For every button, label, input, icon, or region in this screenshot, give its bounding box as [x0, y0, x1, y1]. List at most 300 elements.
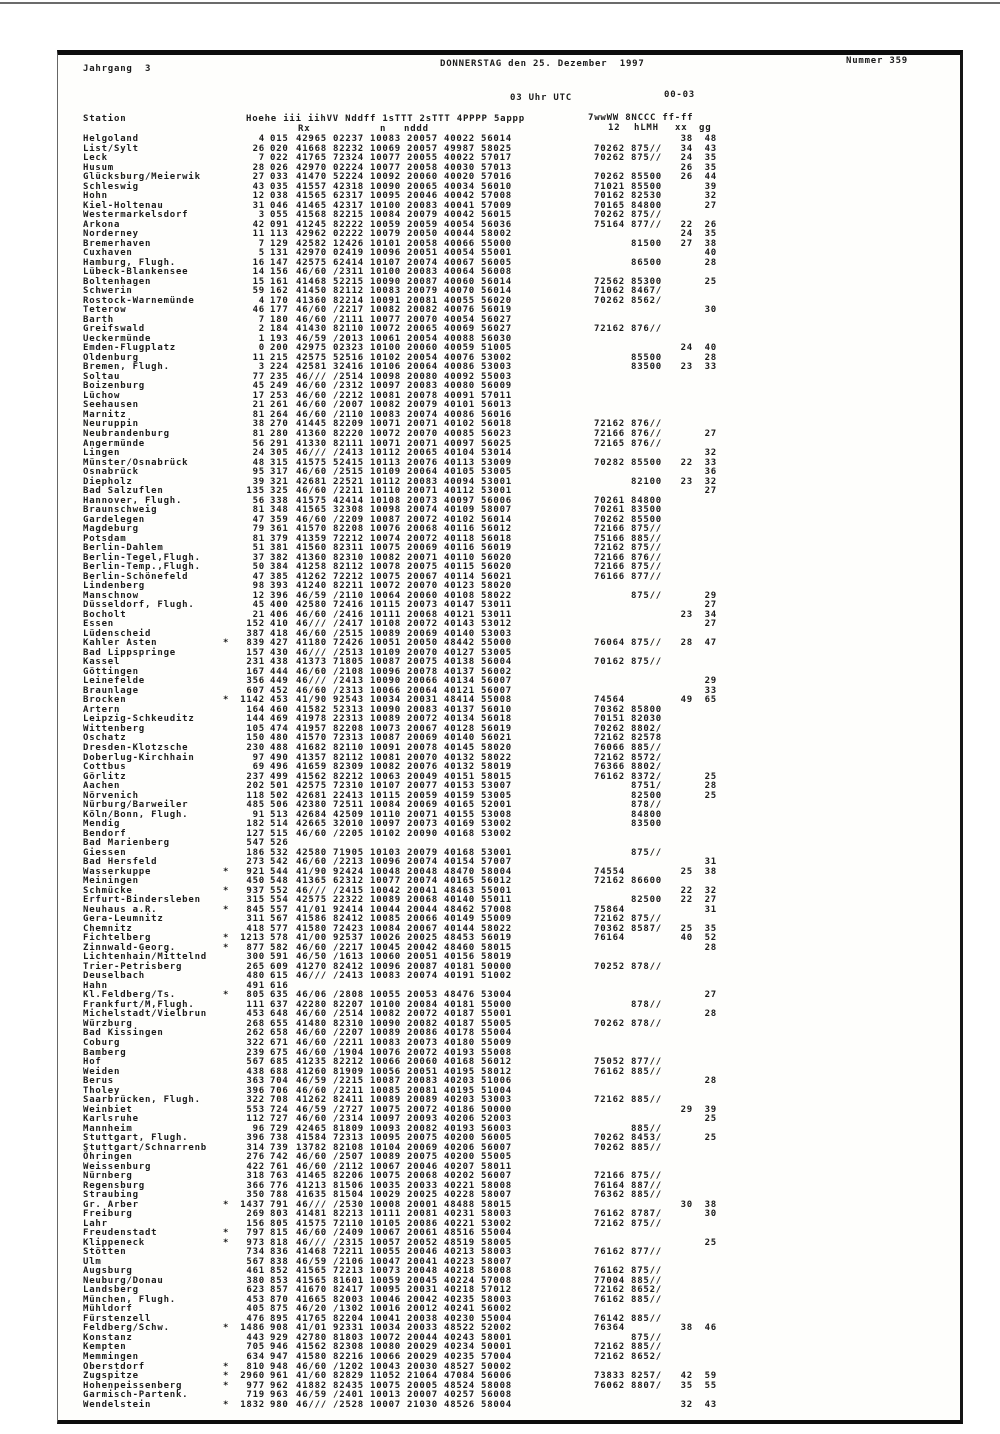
col-4pppp: 40116 — [444, 524, 475, 535]
col-ff-2: 35 — [704, 923, 717, 934]
col-7wwww: 72162 — [594, 543, 625, 554]
col-iihvv: 41/90 — [296, 695, 327, 706]
col-nddff: 62317 — [333, 191, 364, 202]
station-name: Neuburg/Donau — [83, 1275, 164, 1286]
col-iihvv: 41957 — [296, 723, 327, 734]
col-2sttt: 20080 — [407, 371, 438, 382]
col-iihvv: 41978 — [296, 714, 327, 725]
col-hoehe: 269 — [246, 1209, 265, 1220]
col-hoehe: 396 — [246, 1133, 265, 1144]
col-4pppp: 40123 — [444, 581, 475, 592]
col-5appp: 56008 — [481, 267, 512, 278]
col-nddff: 72310 — [333, 781, 364, 792]
col-nddff: /2111 — [333, 314, 364, 325]
scan-edge-line — [0, 2, 1000, 4]
col-nddff: 52224 — [333, 172, 364, 183]
col-ff-1: 38 — [680, 134, 693, 144]
col-5appp: 51005 — [481, 343, 512, 354]
col-1sttt: 10075 — [370, 543, 401, 554]
col-iihvv: 41570 — [296, 524, 327, 535]
col-hoehe: 47 — [252, 571, 265, 582]
station-name: Braunlage — [83, 685, 139, 696]
date-title: DONNERSTAG den 25. Dezember 1997 — [440, 59, 645, 69]
col-iii: 348 — [270, 505, 289, 516]
col-1sttt: 10077 — [370, 162, 401, 173]
col-8nccc: 885// — [631, 743, 662, 753]
station-name: Westermarkelsdorf — [83, 210, 189, 221]
col-5appp: 53003 — [481, 1095, 512, 1106]
col-4pppp: 40086 — [444, 362, 475, 373]
col-5appp: 56020 — [481, 295, 512, 306]
col-nddff: /2209 — [333, 514, 364, 525]
col-1sttt: 10096 — [370, 961, 401, 972]
col-1sttt: 10042 — [370, 885, 401, 896]
col-iii: 249 — [270, 381, 289, 392]
col-5appp: 57007 — [481, 857, 512, 868]
col-2sttt: 20081 — [407, 1085, 438, 1096]
col-iihvv: 42780 — [296, 1332, 327, 1343]
col-iii: 870 — [270, 1294, 289, 1305]
col-7wwww: 70261 — [594, 495, 625, 506]
col-8nccc: 885// — [631, 1342, 662, 1353]
station-name: Neuruppin — [83, 419, 139, 430]
col-2sttt: 20030 — [407, 1361, 438, 1372]
col-nddff: /2212 — [333, 390, 364, 401]
col-2sttt: 20057 — [407, 134, 438, 144]
col-iihvv: 41468 — [296, 276, 327, 287]
col-8nccc: 875// — [631, 1171, 662, 1182]
col-nddff: /2515 — [333, 628, 364, 639]
col-iii: 490 — [270, 752, 289, 763]
station-name: Seehausen — [83, 400, 139, 411]
col-5appp: 55008 — [481, 1047, 512, 1058]
col-hoehe: 356 — [246, 676, 265, 687]
station-name: Berus — [83, 1076, 114, 1087]
col-7wwww: 70262 — [594, 143, 625, 154]
col-hoehe: 45 — [252, 381, 265, 392]
col-5appp: 58012 — [481, 1066, 512, 1077]
col-nddff: 82206 — [333, 1171, 364, 1182]
col-1sttt: 10087 — [370, 514, 401, 525]
col-2sttt: 20072 — [407, 1009, 438, 1020]
col-2sttt: 20031 — [407, 695, 438, 706]
col-iihvv: 42965 — [296, 134, 327, 144]
col-4pppp: 48463 — [444, 885, 475, 896]
col-2sttt: 20055 — [407, 153, 438, 164]
col-7wwww: 70262 — [594, 295, 625, 306]
col-iihvv: 42684 — [296, 809, 327, 820]
col-iii: 548 — [270, 876, 289, 887]
col-hoehe: 11 — [252, 352, 265, 363]
col-7wwww: 71062 — [594, 286, 625, 297]
col-8nccc: 875// — [631, 657, 662, 668]
col-8nccc: 83500 — [631, 819, 662, 830]
col-iii: 317 — [270, 467, 289, 478]
col-hoehe: 157 — [246, 647, 265, 658]
col-iii: 791 — [270, 1199, 289, 1210]
col-2sttt: 20076 — [407, 762, 438, 773]
col-iii: 501 — [270, 781, 289, 792]
col-1sttt: 10089 — [370, 1152, 401, 1163]
col-hoehe: 27 — [252, 172, 265, 183]
col-nddff: /2217 — [333, 305, 364, 316]
col-5appp: 56018 — [481, 714, 512, 725]
col-4pppp: 40042 — [444, 210, 475, 221]
col-iihvv: 46/59 — [296, 1256, 327, 1267]
col-5appp: 58008 — [481, 1266, 512, 1277]
col-iii: 818 — [270, 1237, 289, 1248]
col-4pppp: 40155 — [444, 809, 475, 820]
col-hoehe: 95 — [252, 467, 265, 478]
col-1sttt: 10093 — [370, 1123, 401, 1134]
col-nddff: 82308 — [333, 1342, 364, 1353]
col-nddff: /2106 — [333, 1256, 364, 1267]
col-2sttt: 20060 — [407, 172, 438, 183]
col-iii: 026 — [270, 162, 289, 173]
star-marker: * — [223, 942, 230, 953]
col-iihvv: 41357 — [296, 752, 327, 763]
col-4pppp: 40159 — [444, 790, 475, 801]
col-hoehe: 491 — [246, 980, 265, 991]
col-7wwww: 72162 — [594, 1285, 625, 1296]
col-7wwww: 72162 — [594, 1342, 625, 1353]
col-iii: 499 — [270, 771, 289, 782]
station-name: Cottbus — [83, 762, 127, 773]
col-nddff: 81506 — [333, 1180, 364, 1191]
col-ff-1: 49 — [680, 695, 693, 706]
col-1sttt: 10029 — [370, 1190, 401, 1201]
col-iii: 291 — [270, 438, 289, 449]
col-7wwww: 72166 — [594, 524, 625, 535]
col-hoehe: 15 — [252, 276, 265, 287]
station-name: Hahn — [83, 980, 108, 991]
col-1sttt: 10087 — [370, 1076, 401, 1087]
col-hoehe: 973 — [246, 1237, 265, 1248]
col-5appp: 53002 — [481, 1218, 512, 1229]
col-5appp: 58001 — [481, 1332, 512, 1343]
col-8nccc: 875// — [631, 524, 662, 535]
col-ff-1: 22 — [680, 457, 693, 468]
col-hoehe: 567 — [246, 1256, 265, 1267]
col-iihvv: 42970 — [296, 248, 327, 259]
col-iii: 385 — [270, 571, 289, 582]
col-iii: 514 — [270, 819, 289, 830]
col-1sttt: 10066 — [370, 1352, 401, 1362]
col-iihvv: 46/60 — [296, 1047, 327, 1058]
col-2sttt: 20072 — [407, 514, 438, 525]
col-2sttt: 20090 — [407, 828, 438, 839]
col-4pppp: 48462 — [444, 904, 475, 915]
col-ff-2: 32 — [704, 476, 717, 487]
col-5appp: 58022 — [481, 590, 512, 601]
col-iii: 578 — [270, 933, 289, 944]
col-iihvv: 46/// — [296, 619, 327, 630]
col-hoehe: 607 — [246, 685, 265, 696]
col-ff-1: 24 — [680, 153, 693, 164]
station-name: Nörvenich — [83, 790, 139, 801]
col-iii: 393 — [270, 581, 289, 592]
col-iihvv: 46/// — [296, 1199, 327, 1210]
col-iii: 761 — [270, 1161, 289, 1172]
col-nddff: /2416 — [333, 609, 364, 620]
col-8nccc: 82530 — [631, 191, 662, 202]
col-hoehe: 135 — [246, 486, 265, 497]
col-ff-2: 38 — [704, 238, 717, 249]
col-iii: 359 — [270, 514, 289, 525]
col-7wwww: 70165 — [594, 200, 625, 211]
station-name: Trier-Petrisberg — [83, 961, 183, 972]
col-1sttt: 10089 — [370, 1095, 401, 1106]
col-8nccc: 878// — [631, 800, 662, 811]
col-2sttt: 20074 — [407, 876, 438, 887]
col-1sttt: 10043 — [370, 1361, 401, 1372]
col-iii: 961 — [270, 1371, 289, 1382]
col-hoehe: 31 — [252, 200, 265, 211]
col-5appp: 57009 — [481, 200, 512, 211]
col-nddff: /2513 — [333, 647, 364, 658]
col-1sttt: 10112 — [370, 448, 401, 459]
col-nddff: 82112 — [333, 286, 364, 297]
col-nddff: 72426 — [333, 638, 364, 649]
col-4pppp: 40055 — [444, 295, 475, 306]
col-5appp: 57013 — [481, 162, 512, 173]
col-2sttt: 20041 — [407, 1256, 438, 1267]
col-4pppp: 40230 — [444, 1313, 475, 1324]
col-iii: 180 — [270, 314, 289, 325]
col-iihvv: 41/01 — [296, 904, 327, 915]
col-nddff: 52516 — [333, 352, 364, 363]
col-hoehe: 98 — [252, 581, 265, 592]
col-4pppp: 40234 — [444, 1342, 475, 1353]
col-8nccc: 82500 — [631, 790, 662, 801]
col-nddff: /2727 — [333, 1104, 364, 1115]
col-iii: 875 — [270, 1304, 289, 1315]
col-nddff: 82110 — [333, 743, 364, 753]
station-name: Husum — [83, 162, 114, 173]
col-1sttt: 10067 — [370, 1161, 401, 1172]
col-iii: 963 — [270, 1390, 289, 1401]
col-hoehe: 300 — [246, 952, 265, 963]
station-name: Stuttgart/Schnarrenb — [83, 1142, 207, 1153]
col-iii: 022 — [270, 153, 289, 164]
col-nddff: 82108 — [333, 1142, 364, 1153]
col-iii: 616 — [270, 980, 289, 991]
station-name: Helgoland — [83, 134, 139, 144]
col-1sttt: 10082 — [370, 762, 401, 773]
col-4pppp: 40132 — [444, 762, 475, 773]
col-1sttt: 10090 — [370, 276, 401, 287]
col-4pppp: 40022 — [444, 153, 475, 164]
col-nddff: /1613 — [333, 952, 364, 963]
col-8nccc: 82100 — [631, 476, 662, 487]
col-nddff: 72324 — [333, 153, 364, 164]
col-iii: 557 — [270, 904, 289, 915]
col-1sttt: 10115 — [370, 790, 401, 801]
col-iihvv: 41330 — [296, 438, 327, 449]
col-nddff: /2110 — [333, 590, 364, 601]
col-nddff: /2112 — [333, 1161, 364, 1172]
col-2sttt: 20082 — [407, 305, 438, 316]
station-name: Boizenburg — [83, 381, 145, 392]
star-marker: * — [223, 638, 230, 649]
col-7wwww: 76162 — [594, 771, 625, 782]
col-5appp: 56007 — [481, 676, 512, 687]
col-hoehe: 97 — [252, 752, 265, 763]
col-4pppp: 40221 — [444, 1180, 475, 1191]
col-1sttt: 10080 — [370, 1342, 401, 1353]
col-4pppp: 40181 — [444, 999, 475, 1010]
col-1sttt: 10100 — [370, 343, 401, 354]
col-1sttt: 10034 — [370, 1323, 401, 1334]
col-iihvv: 46/59 — [296, 1390, 327, 1401]
col-ff-1: 32 — [680, 1399, 693, 1410]
col-hoehe: 322 — [246, 1095, 265, 1106]
col-4pppp: 40076 — [444, 352, 475, 363]
col-7wwww: 71021 — [594, 181, 625, 192]
col-hoehe: 567 — [246, 1057, 265, 1068]
header-hlmh: hLMH — [634, 123, 659, 133]
col-2sttt: 20071 — [407, 438, 438, 449]
col-ff-2: 35 — [704, 153, 717, 164]
col-nddff: 72211 — [333, 1247, 364, 1258]
col-8nccc: 85800 — [631, 704, 662, 715]
station-name: Deuselbach — [83, 971, 145, 982]
col-ff-2: 38 — [704, 866, 717, 877]
station-name: Stuttgart, Flugh. — [83, 1133, 189, 1144]
col-2sttt: 20005 — [407, 1380, 438, 1391]
col-hoehe: 405 — [246, 1304, 265, 1315]
col-1sttt: 10016 — [370, 1304, 401, 1315]
col-8nccc: 878// — [631, 961, 662, 972]
col-ff-2: 44 — [704, 172, 717, 183]
col-iihvv: 46/60 — [296, 609, 327, 620]
col-1sttt: 10055 — [370, 990, 401, 1001]
col-iihvv: 42582 — [296, 238, 327, 249]
col-5appp: 56012 — [481, 1057, 512, 1068]
col-2sttt: 20067 — [407, 723, 438, 734]
col-7wwww: 76366 — [594, 762, 625, 773]
col-2sttt: 20073 — [407, 495, 438, 506]
col-hoehe: 46 — [252, 305, 265, 316]
station-name: Kempten — [83, 1342, 127, 1353]
station-name: Tholey — [83, 1085, 121, 1096]
star-marker: * — [223, 695, 230, 706]
col-hoehe: 314 — [246, 1142, 265, 1153]
col-iii: 729 — [270, 1123, 289, 1134]
col-iii: 929 — [270, 1332, 289, 1343]
col-4pppp: 40186 — [444, 1104, 475, 1115]
station-name: Bendorf — [83, 828, 127, 839]
col-5appp: 56010 — [481, 181, 512, 192]
station-name: Arkona — [83, 219, 121, 230]
col-iihvv: 41480 — [296, 1018, 327, 1029]
col-4pppp: 48470 — [444, 866, 475, 877]
col-8nccc: 875// — [631, 543, 662, 554]
col-hoehe: 396 — [246, 1085, 265, 1096]
station-name: Barth — [83, 314, 114, 325]
col-4pppp: 40154 — [444, 857, 475, 868]
col-hoehe: 2 — [258, 324, 265, 335]
col-4pppp: 48516 — [444, 1228, 475, 1239]
col-2sttt: 20089 — [407, 1095, 438, 1106]
col-2sttt: 20086 — [407, 1218, 438, 1229]
station-name: Michelstadt/Vielbrun — [83, 1009, 207, 1020]
col-nddff: 32416 — [333, 362, 364, 373]
col-1sttt: 10100 — [370, 267, 401, 278]
col-1sttt: 10089 — [370, 1028, 401, 1039]
col-4pppp: 40228 — [444, 1190, 475, 1201]
col-5appp: 56016 — [481, 409, 512, 420]
station-name: Schleswig — [83, 181, 139, 192]
col-1sttt: 10071 — [370, 419, 401, 430]
col-nddff: 42509 — [333, 809, 364, 820]
col-2sttt: 20069 — [407, 628, 438, 639]
col-5appp: 51006 — [481, 1076, 512, 1087]
col-hoehe: 453 — [246, 1294, 265, 1305]
col-nddff: 92424 — [333, 866, 364, 877]
col-8nccc: 876// — [631, 428, 662, 439]
col-nddff: 82412 — [333, 961, 364, 972]
col-ff-1: 24 — [680, 229, 693, 240]
col-2sttt: 20007 — [407, 1390, 438, 1401]
col-2sttt: 20087 — [407, 961, 438, 972]
col-nddff: /2211 — [333, 1085, 364, 1096]
station-name: Oberstdorf — [83, 1361, 145, 1372]
col-2sttt: 20079 — [407, 210, 438, 221]
col-5appp: 53005 — [481, 647, 512, 658]
col-4pppp: 40069 — [444, 324, 475, 335]
col-nddff: 71805 — [333, 657, 364, 668]
col-nddff: 82213 — [333, 1209, 364, 1220]
col-1sttt: 10104 — [370, 1142, 401, 1153]
col-nddff: /2514 — [333, 1009, 364, 1020]
col-nddff: 72212 — [333, 571, 364, 582]
header-gg: gg — [699, 123, 712, 133]
col-2sttt: 20083 — [407, 381, 438, 392]
station-name: Coburg — [83, 1037, 121, 1048]
col-8nccc: 875// — [631, 562, 662, 573]
col-iihvv: 41568 — [296, 210, 327, 221]
col-nddff: /2007 — [333, 400, 364, 411]
station-name: Lindenberg — [83, 581, 145, 592]
station-name: Lahr — [83, 1218, 108, 1229]
col-8nccc: 82578 — [631, 733, 662, 744]
col-iii: 554 — [270, 895, 289, 906]
col-iii: 582 — [270, 942, 289, 953]
col-5appp: 58003 — [481, 1247, 512, 1258]
col-nddff: /2413 — [333, 448, 364, 459]
col-iii: 406 — [270, 609, 289, 620]
col-iihvv: 13782 — [296, 1142, 327, 1153]
col-iii: 147 — [270, 257, 289, 268]
col-8nccc: 8787/ — [631, 1209, 662, 1220]
col-7wwww: 76066 — [594, 743, 625, 753]
station-name: Lüdenscheid — [83, 628, 152, 639]
col-iii: 708 — [270, 1095, 289, 1106]
col-1sttt: 10090 — [370, 181, 401, 192]
col-8nccc: 877// — [631, 1057, 662, 1068]
col-nddff: 02237 — [333, 134, 364, 144]
col-iihvv: 41635 — [296, 1190, 327, 1201]
col-5appp: 58025 — [481, 143, 512, 154]
col-4pppp: 40137 — [444, 704, 475, 715]
col-7wwww: 75164 — [594, 219, 625, 230]
col-4pppp: 40195 — [444, 1085, 475, 1096]
col-nddff: 82003 — [333, 1294, 364, 1305]
col-ff-2: 43 — [704, 1399, 717, 1410]
col-4pppp: 40144 — [444, 923, 475, 934]
col-1sttt: 10013 — [370, 1390, 401, 1401]
